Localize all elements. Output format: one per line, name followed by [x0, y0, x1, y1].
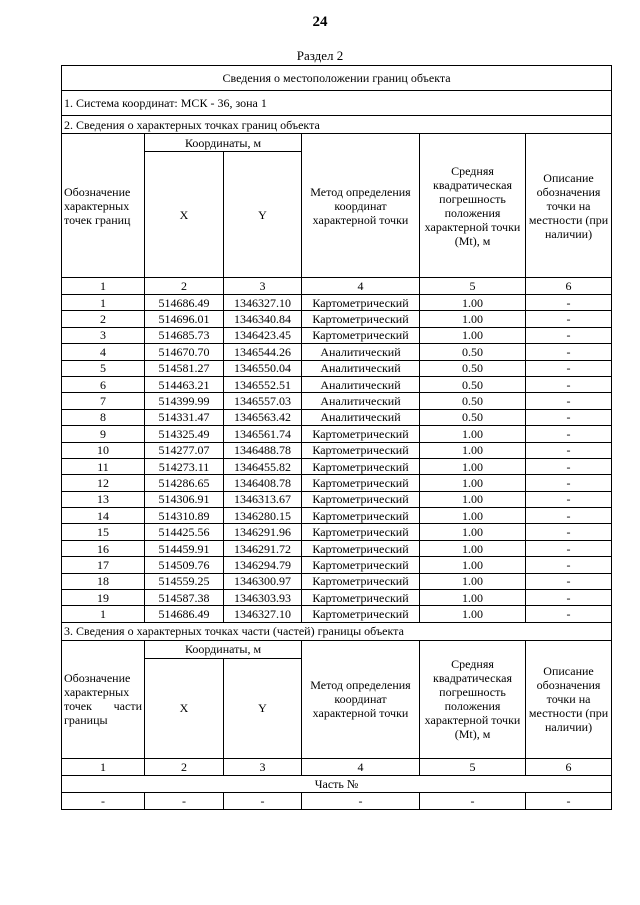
point-y: 1346408.78 [224, 475, 302, 491]
point-x: 514325.49 [145, 426, 224, 442]
point-number: 15 [62, 524, 145, 540]
table-row [62, 491, 612, 507]
point-accuracy: 0.50 [420, 393, 526, 409]
col-num-5: 5 [420, 758, 526, 775]
header-description-part: Описание обозначения точки на местности (при наличии) [526, 640, 612, 758]
table-row [62, 426, 612, 442]
point-accuracy: 0.50 [420, 344, 526, 360]
header-x-part: X [145, 658, 224, 758]
col-num-3: 3 [224, 758, 302, 775]
point-description: - [526, 426, 612, 442]
point-x: 514670.70 [145, 344, 224, 360]
point-x: 514306.91 [145, 491, 224, 507]
point-method: Аналитический [302, 344, 420, 360]
point-method: Картометрический [302, 327, 420, 343]
part-cell: - [526, 792, 612, 809]
point-description: - [526, 327, 612, 343]
header-coords: Координаты, м [145, 134, 302, 152]
point-number: 6 [62, 376, 145, 392]
header-accuracy-part: Средняя квадратическая погрешность положения характерной точки (Mt), м [420, 640, 526, 758]
point-x: 514425.56 [145, 524, 224, 540]
point-method: Картометрический [302, 475, 420, 491]
point-method: Картометрический [302, 508, 420, 524]
point-accuracy: 0.50 [420, 409, 526, 425]
header-description: Описание обозначения точки на местности (при наличии) [526, 134, 612, 278]
table-row [62, 344, 612, 360]
point-x: 514686.49 [145, 295, 224, 311]
point-y: 1346300.97 [224, 573, 302, 589]
table-row [62, 295, 612, 311]
point-description: - [526, 475, 612, 491]
col-num-2: 2 [145, 758, 224, 775]
point-method: Картометрический [302, 295, 420, 311]
point-x: 514463.21 [145, 376, 224, 392]
point-description: - [526, 409, 612, 425]
point-x: 514310.89 [145, 508, 224, 524]
col-num-1: 1 [62, 758, 145, 775]
point-y: 1346550.04 [224, 360, 302, 376]
point-number: 14 [62, 508, 145, 524]
point-x: 514399.99 [145, 393, 224, 409]
point-number: 4 [62, 344, 145, 360]
point-x: 514685.73 [145, 327, 224, 343]
table-row [62, 376, 612, 392]
part-cell: - [420, 792, 526, 809]
point-description: - [526, 295, 612, 311]
table-row [62, 540, 612, 556]
point-number: 1 [62, 295, 145, 311]
point-description: - [526, 458, 612, 474]
point-method: Аналитический [302, 360, 420, 376]
point-method: Аналитический [302, 376, 420, 392]
point-method: Картометрический [302, 557, 420, 573]
part-cell: - [224, 792, 302, 809]
point-method: Картометрический [302, 311, 420, 327]
boundary-table [61, 65, 612, 810]
col-num-5: 5 [420, 278, 526, 295]
point-y: 1346327.10 [224, 295, 302, 311]
point-accuracy: 1.00 [420, 557, 526, 573]
point-description: - [526, 311, 612, 327]
table-row [62, 606, 612, 622]
table-row [62, 508, 612, 524]
column-numbers-row-part [62, 758, 612, 775]
point-number: 2 [62, 311, 145, 327]
point-accuracy: 1.00 [420, 458, 526, 474]
point-y: 1346280.15 [224, 508, 302, 524]
table-row [62, 327, 612, 343]
point-y: 1346340.84 [224, 311, 302, 327]
point-number: 16 [62, 540, 145, 556]
point-number: 1 [62, 606, 145, 622]
point-y: 1346291.96 [224, 524, 302, 540]
header-method-part: Метод определения координат характерной точки [302, 640, 420, 758]
point-description: - [526, 442, 612, 458]
point-accuracy: 1.00 [420, 426, 526, 442]
point-description: - [526, 393, 612, 409]
point-description: - [526, 606, 612, 622]
part-cell: - [62, 792, 145, 809]
point-number: 19 [62, 590, 145, 606]
table-row [62, 590, 612, 606]
point-description: - [526, 376, 612, 392]
point-accuracy: 1.00 [420, 508, 526, 524]
section-label: Раздел 2 [296, 48, 344, 63]
point-accuracy: 1.00 [420, 442, 526, 458]
table-row [62, 524, 612, 540]
point-accuracy: 1.00 [420, 327, 526, 343]
header-x: X [145, 152, 224, 278]
point-y: 1346557.03 [224, 393, 302, 409]
point-y: 1346488.78 [224, 442, 302, 458]
point-y: 1346544.26 [224, 344, 302, 360]
point-x: 514587.38 [145, 590, 224, 606]
table-row [62, 393, 612, 409]
coord-system: 1. Система координат: МСК - 36, зона 1 [62, 91, 612, 116]
point-method: Картометрический [302, 573, 420, 589]
point-method: Картометрический [302, 540, 420, 556]
point-description: - [526, 508, 612, 524]
point-y: 1346313.67 [224, 491, 302, 507]
point-y: 1346291.72 [224, 540, 302, 556]
table-row [62, 557, 612, 573]
point-method: Картометрический [302, 590, 420, 606]
page-number: 24 [312, 14, 328, 30]
point-number: 17 [62, 557, 145, 573]
point-y: 1346423.45 [224, 327, 302, 343]
point-method: Картометрический [302, 458, 420, 474]
point-accuracy: 1.00 [420, 491, 526, 507]
part-label: Часть № [62, 775, 612, 792]
point-y: 1346561.74 [224, 426, 302, 442]
point-number: 5 [62, 360, 145, 376]
point-x: 514696.01 [145, 311, 224, 327]
header-method: Метод определения координат характерной точки [302, 134, 420, 278]
table-row [62, 409, 612, 425]
point-accuracy: 1.00 [420, 540, 526, 556]
part-row [62, 792, 612, 809]
point-description: - [526, 557, 612, 573]
point-description: - [526, 344, 612, 360]
table-row [62, 311, 612, 327]
point-y: 1346455.82 [224, 458, 302, 474]
point-accuracy: 0.50 [420, 360, 526, 376]
point-x: 514273.11 [145, 458, 224, 474]
point-y: 1346552.51 [224, 376, 302, 392]
point-x: 514331.47 [145, 409, 224, 425]
table-row [62, 458, 612, 474]
part-cell: - [145, 792, 224, 809]
point-accuracy: 0.50 [420, 376, 526, 392]
table-row [62, 360, 612, 376]
section2-title: 2. Сведения о характерных точках границ объекта [62, 116, 612, 134]
header-y-part: Y [224, 658, 302, 758]
header-designation-part: Обозначение характерных точек части границы [62, 640, 145, 758]
point-accuracy: 1.00 [420, 524, 526, 540]
point-method: Аналитический [302, 409, 420, 425]
point-y: 1346563.42 [224, 409, 302, 425]
point-number: 12 [62, 475, 145, 491]
point-method: Картометрический [302, 491, 420, 507]
point-accuracy: 1.00 [420, 475, 526, 491]
point-x: 514686.49 [145, 606, 224, 622]
table-row [62, 442, 612, 458]
col-num-1: 1 [62, 278, 145, 295]
point-number: 10 [62, 442, 145, 458]
header-designation: Обозначение характерных точек границ [62, 134, 145, 278]
point-number: 9 [62, 426, 145, 442]
point-description: - [526, 590, 612, 606]
point-description: - [526, 360, 612, 376]
point-accuracy: 1.00 [420, 590, 526, 606]
point-x: 514277.07 [145, 442, 224, 458]
point-accuracy: 1.00 [420, 573, 526, 589]
point-method: Картометрический [302, 426, 420, 442]
point-number: 7 [62, 393, 145, 409]
point-accuracy: 1.00 [420, 311, 526, 327]
point-method: Аналитический [302, 393, 420, 409]
point-description: - [526, 524, 612, 540]
point-number: 8 [62, 409, 145, 425]
point-number: 11 [62, 458, 145, 474]
table-title: Сведения о местоположении границ объекта [62, 66, 612, 91]
col-num-4: 4 [302, 278, 420, 295]
point-accuracy: 1.00 [420, 295, 526, 311]
point-description: - [526, 491, 612, 507]
point-number: 3 [62, 327, 145, 343]
part-cell: - [302, 792, 420, 809]
point-x: 514559.25 [145, 573, 224, 589]
point-number: 13 [62, 491, 145, 507]
point-x: 514459.91 [145, 540, 224, 556]
point-x: 514509.76 [145, 557, 224, 573]
col-num-2: 2 [145, 278, 224, 295]
point-description: - [526, 540, 612, 556]
point-method: Картометрический [302, 606, 420, 622]
point-y: 1346327.10 [224, 606, 302, 622]
point-y: 1346303.93 [224, 590, 302, 606]
col-num-3: 3 [224, 278, 302, 295]
header-coords-part: Координаты, м [145, 640, 302, 658]
point-description: - [526, 573, 612, 589]
point-x: 514581.27 [145, 360, 224, 376]
point-method: Картометрический [302, 524, 420, 540]
col-num-4: 4 [302, 758, 420, 775]
header-y: Y [224, 152, 302, 278]
point-y: 1346294.79 [224, 557, 302, 573]
table-row [62, 573, 612, 589]
header-accuracy: Средняя квадратическая погрешность положения характерной точки (Mt), м [420, 134, 526, 278]
point-method: Картометрический [302, 442, 420, 458]
col-num-6: 6 [526, 278, 612, 295]
point-x: 514286.65 [145, 475, 224, 491]
point-accuracy: 1.00 [420, 606, 526, 622]
section3-title: 3. Сведения о характерных точках части (частей) границы объекта [62, 622, 612, 640]
col-num-6: 6 [526, 758, 612, 775]
point-number: 18 [62, 573, 145, 589]
table-row [62, 475, 612, 491]
column-numbers-row [62, 278, 612, 295]
